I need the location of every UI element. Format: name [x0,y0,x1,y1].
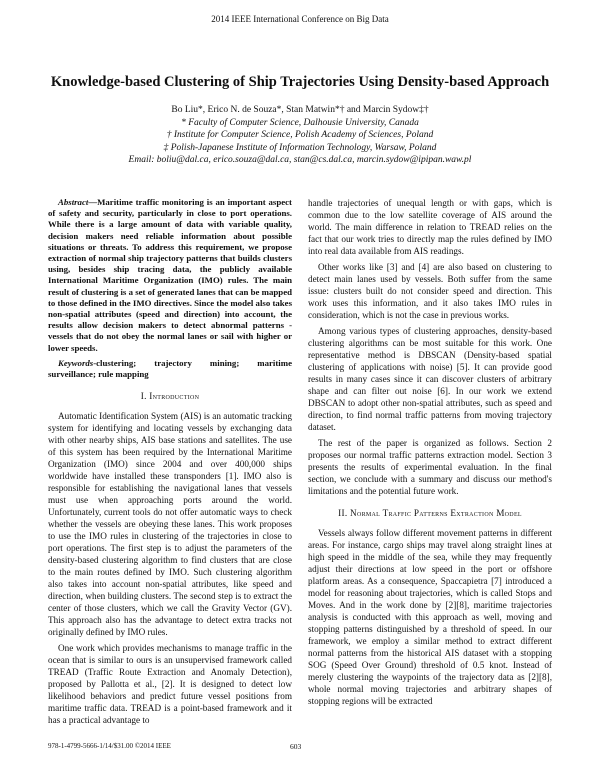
section-heading-model: II. Normal Traffic Patterns Extraction Model [338,508,522,518]
paragraph: Among various types of clustering approaches, density-based clustering algorithms can be most suitable for this work. One representative method is DBSCAN (Density-based spatial clustering of applications with noise) [5]. It can provide good results in many cases since it can discover clusters of arbitrary shape and can filter out noise [6]. In our work we extend DBSCAN to adopt other non-spatial attributes, such as speed and direction, to find normal traffic patterns from moving trajectory dataset. [308,326,552,432]
paragraph: One work which provides mechanisms to manage traffic in the ocean that is similar to ours is an unsupervised framework called TREAD (Traffic Route Extraction and Anomaly Detection), proposed by Pallotta et al., [2]. It is designed to detect low likelihood behaviors and predict future vessel positions from maritime traffic data. TREAD is a point-based framework and it has a practical advantage to [48,643,292,726]
author-emails: Email: boliu@dal.ca, erico.souza@dal.ca, stan@cs.dal.ca, marcin.sydow@ipipan.waw.pl [128,155,472,165]
paragraph: handle trajectories of unequal length or with gaps, which is common due to the low satellite coverage of AIS around the world. The main difference in relation to TREAD relies on the fact that our work tries to directly map the rules defined by IMO into real data available from AIS readings. [308,198,552,256]
abstract-lead: Abstract [58,197,89,207]
author-block [40,104,560,167]
affiliation-2: † Institute for Computer Science, Polish Academy of Sciences, Poland [166,130,434,140]
right-column [308,197,552,711]
abstract [48,197,292,354]
paragraph: Other works like [3] and [4] are also based on clustering to detect main lanes used by vessels. Both suffer from the same issue: clusters built do not consider speed and direction. This work uses this information, and it also takes IMO rules in consideration, which is not the case in previous works. [308,262,552,320]
paragraph: Automatic Identification System (AIS) is an automatic tracking system for identifying and locating vessels by exchanging data with other nearby ships, AIS base stations and satellites. The use of this system has been required by the International Maritime Organization (IMO) since 2004 and over 400,000 ships worldwide have installed these transponders [1]. IMO also is responsible for establishing the navigational lanes that vessels must use when approaching ports around the world. Unfortunately, current tools do not offer automatic ways to check whether the vessels are obeying these lanes. This work proposes to use the IMO rules in clustering of the trajectories in close to port operations. The first step is to adjust the parameters of the density-based clustering algorithm to find clusters that are close to the main routes defined by IMO. Such clustering algorithm also takes into account non-spatial attributes, like speed and direction, when building clusters. The second step is to extract the center of those clusters, which we call the Gravity Vector (GV). This approach also has the advantage to detect extra tracks not originally defined by IMO rules. [48,411,292,638]
page-number: 603 [290,742,302,751]
affiliation-3: ‡ Polish-Japanese Institute of Information Technology, Warsaw, Poland [163,142,437,153]
keywords [48,358,292,380]
paper-title: Knowledge-based Clustering of Ship Trajectories Using Density-based Approach [50,74,550,90]
author-names: Bo Liu*, Erico N. de Souza*, Stan Matwin*† and Marcin Sydow‡† [171,105,429,115]
keywords-text: -clustering; trajectory mining; maritime surveillance; rule mapping [48,357,292,380]
conference-header: 2014 IEEE International Conference on Big Data [211,14,389,24]
footer-isbn: 978-1-4799-5666-1/14/$31.00 ©2014 IEEE [48,742,171,750]
paragraph: Vessels always follow different movement patterns in different areas. For instance, cargo ships may travel along straight lines at high speed in the middle of the sea, while they may frequently adjust their directions at low speed in the port or offshore platform areas. As a consequence, Spaccapietra [7] introduced a model for reasoning about trajectories, which is called Stops and Moves. And in the work done by [2][8], maritime trajectories analysis is conducted with this approach as well, moving and stopping patterns distinguished by a threshold of speed. In our framework, we employ a similar method to extract different normal patterns from the historical AIS dataset with a stopping SOG (Speed Over Ground) threshold of 0.5 knot. Instead of merely clustering the waypoints of the trajectory data as [2][8], whole normal moving trajectories and arbitrary shapes of stopping regions will be extracted [308,528,552,706]
section-heading-introduction: I. Introduction [140,391,200,402]
keywords-lead: Keywords [58,357,94,368]
paragraph: The rest of the paper is organized as follows. Section 2 proposes our normal traffic patterns extraction model. Section 3 presents the results of experimental evaluation. In the final section, we conclude with a summary and discuss our method's limitations and the potential future work. [308,438,552,496]
abstract-text: —Maritime traffic monitoring is an important aspect of safety and security, particularly in close to port operations. While there is a large amount of data with variable quality, decision makers need reliable information about possible situations or threats. To address this requirement, we propose extraction of normal ship trajectory patterns that builds clusters using, besides ship tracing data, the publicly available International Maritime Organization (IMO) rules. The main result of clustering is a set of generated lanes that can be mapped to those defined in the IMO directives. Since the model also takes non-spatial attributes (speed and direction) into account, the results allow decision makers to detect abnormal patterns - vessels that do not obey the normal lanes or sail with higher or lower speeds. [48,197,292,353]
left-column [48,197,292,730]
affiliation-1: * Faculty of Computer Science, Dalhousie University, Canada [181,117,419,128]
